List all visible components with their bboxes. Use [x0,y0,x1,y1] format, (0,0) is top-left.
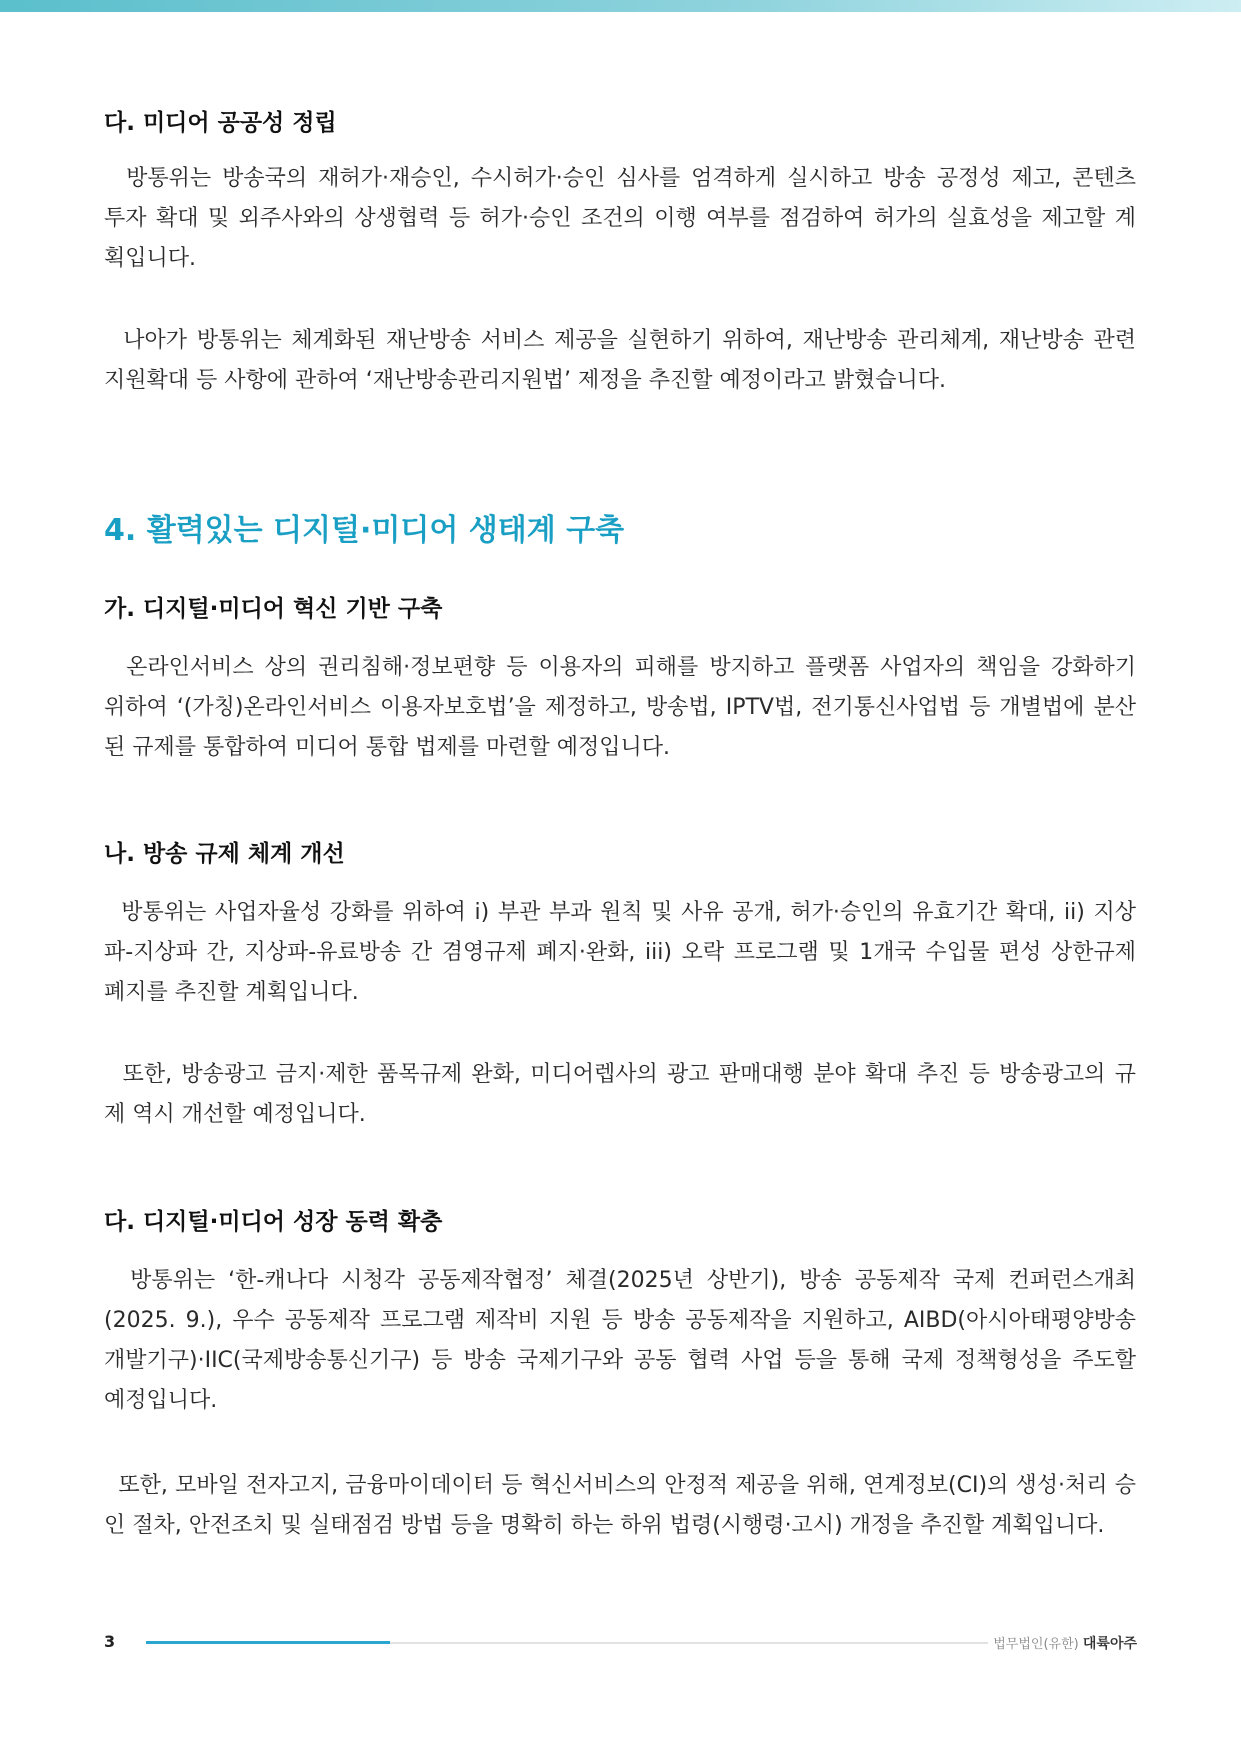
text-line: 또한, 모바일 전자고지, 금융마이데이터 등 혁신서비스의 안정적 제공을 위해, 연계정보(CI)의 생성·처리 승 [104,1473,1136,1498]
paragraph-regulation-1 [104,893,1136,1013]
top-accent-band [0,0,1241,12]
text-line: 된 규제를 통합하여 미디어 통합 법제를 마련할 예정입니다. [104,735,670,760]
paragraph-innovation-1 [104,648,1136,768]
subsection-heading-regulation: 나. 방송 규제 체계 개선 [104,841,345,867]
firm-brand: 대륙아주 [1082,1636,1137,1652]
text-line: 지원확대 등 사항에 관하여 ‘재난방송관리지원법’ 제정을 추진할 예정이라고 밝혔습니다. [104,368,946,393]
footer-firm-name [993,1633,1137,1653]
subsection-heading-media-public: 다. 미디어 공공성 정립 [104,110,337,136]
text-line: 개발기구)·IIC(국제방송통신기구) 등 방송 국제기구와 공동 협력 사업 등을 통해 국제 정책형성을 주도할 [104,1348,1136,1373]
text-line: 위하여 ‘(가칭)온라인서비스 이용자보호법’을 제정하고, 방송법, IPTV법, 전기통신사업법 등 개별법에 분산 [104,695,1136,720]
paragraph-regulation-2 [104,1055,1136,1135]
subsection-heading-innovation: 가. 디지털·미디어 혁신 기반 구축 [104,596,443,622]
text-line: (2025. 9.), 우수 공동제작 프로그램 제작비 지원 등 방송 공동제작을 지원하고, AIBD(아시아태평양방송 [104,1308,1136,1333]
text-line: 온라인서비스 상의 권리침해·정보편향 등 이용자의 피해를 방지하고 플랫폼 사업자의 책임을 강화하기 [104,655,1136,680]
firm-prefix: 법무법인(유한) [993,1637,1079,1652]
text-line: 폐지를 추진할 계획입니다. [104,980,359,1005]
paragraph-growth-2 [104,1466,1136,1546]
page-number: 3 [104,1632,116,1651]
text-line: 나아가 방통위는 체계화된 재난방송 서비스 제공을 실현하기 위하여, 재난방송 관리체계, 재난방송 관련 [104,328,1136,353]
subsection-heading-growth: 다. 디지털·미디어 성장 동력 확충 [104,1209,443,1235]
text-line: 방통위는 방송국의 재허가·재승인, 수시허가·승인 심사를 엄격하게 실시하고 방송 공정성 제고, 콘텐츠 [104,166,1136,191]
text-line: 방통위는 ‘한-캐나다 시청각 공동제작협정’ 체결(2025년 상반기), 방송 공동제작 국제 컨퍼런스개최 [104,1268,1136,1293]
text-line: 예정입니다. [104,1388,218,1413]
text-line: 파-지상파 간, 지상파-유료방송 간 겸영규제 폐지·완화, iii) 오락 프로그램 및 1개국 수입물 편성 상한규제 [104,940,1136,965]
text-line: 제 역시 개선할 예정입니다. [104,1102,366,1127]
text-line: 획입니다. [104,246,197,271]
paragraph-media-public-2 [104,321,1136,401]
text-line: 또한, 방송광고 금지·제한 품목규제 완화, 미디어렙사의 광고 판매대행 분야 확대 추진 등 방송광고의 규 [104,1062,1136,1087]
paragraph-media-public-1 [104,159,1136,279]
footer-divider-accent [146,1641,390,1644]
text-line: 방통위는 사업자율성 강화를 위하여 i) 부관 부과 원칙 및 사유 공개, 허가·승인의 유효기간 확대, ii) 지상 [104,900,1136,925]
section-heading-digital-ecosystem: 4. 활력있는 디지털·미디어 생태계 구축 [104,513,625,548]
text-line: 투자 확대 및 외주사와의 상생협력 등 허가·승인 조건의 이행 여부를 점검하여 허가의 실효성을 제고할 계 [104,206,1136,231]
paragraph-growth-1 [104,1261,1136,1421]
text-line: 인 절차, 안전조치 및 실태점검 방법 등을 명확히 하는 하위 법령(시행령·고시) 개정을 추진할 계획입니다. [104,1513,1105,1538]
